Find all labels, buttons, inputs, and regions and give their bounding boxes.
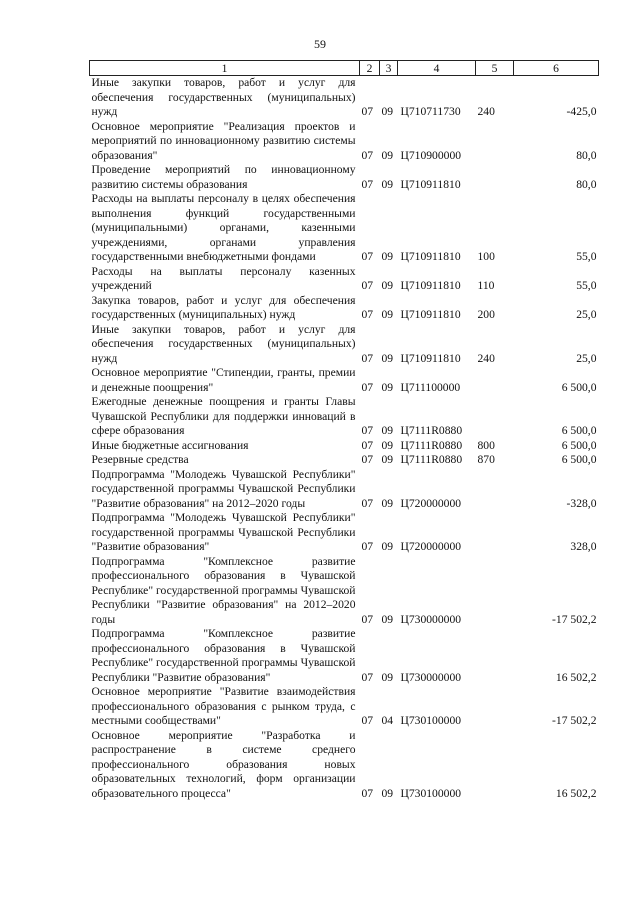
row-amount: 6 500,0 [561,380,597,394]
row-expense-type: 800 [477,438,495,452]
table-row [90,395,599,439]
row-description: Подпрограмма "Молодежь Чувашской Республики" государственной программы Чувашской Республики "Развитие образования" на 2012–2020 годы [91,467,356,510]
row-amount: 55,0 [576,250,597,263]
row-section: 07 [361,670,374,684]
row-description: Основное мероприятие "Реализация проектов и мероприятий по инновационному развитию системы образования" [91,119,356,162]
table-row [90,439,599,454]
row-section: 07 [361,453,374,466]
row-expense-type: 200 [477,308,495,321]
row-subsection: 09 [381,351,394,365]
row-amount: 328,0 [570,540,597,553]
row-subsection: 09 [381,380,394,394]
table-row [90,294,599,323]
row-subsection: 09 [381,496,394,510]
table-row [90,453,599,468]
row-description: Подпрограмма "Комплексное развитие профессионального образования в Чувашской Республике" государственной программы Чувашской Республики "Развитие образования" [91,627,356,684]
row-section: 07 [361,279,374,292]
header-col-5: 5 [476,61,514,76]
row-subsection: 09 [381,612,394,626]
row-expense-type: 100 [477,250,495,263]
row-amount: -17 502,2 [552,612,597,626]
row-target-article: Ц711100000 [400,380,461,394]
row-amount: 80,0 [576,177,597,191]
row-amount: 55,0 [576,279,597,292]
row-section: 07 [361,177,374,191]
row-target-article: Ц7111R0880 [400,424,463,437]
row-amount: 25,0 [576,308,597,321]
row-amount: 16 502,2 [555,670,597,684]
row-target-article: Ц710911810 [400,177,461,191]
row-description: Расходы на выплаты персоналу в целях обеспечения выполнения функций государственными (муниципальными) органами, казенными учреждениями, органами управления государственными внебюджетными фондами [91,192,356,263]
row-amount: -425,0 [566,105,597,118]
header-col-2: 2 [360,61,380,76]
row-target-article: Ц710711730 [400,105,461,118]
table-row [90,468,599,512]
row-target-article: Ц720000000 [400,496,462,510]
row-expense-type [476,468,514,512]
row-amount: 6 500,0 [561,438,597,452]
row-expense-type: 240 [477,351,495,365]
table-row [90,366,599,395]
row-target-article: Ц730100000 [400,786,462,800]
row-subsection: 09 [381,453,394,466]
table-row [90,685,599,729]
row-target-article: Ц720000000 [400,540,462,553]
row-subsection: 09 [381,424,394,437]
row-amount: 6 500,0 [561,424,597,437]
row-amount: 80,0 [576,148,597,162]
table-row [90,120,599,164]
header-row [90,61,599,76]
row-expense-type [476,555,514,628]
row-expense-type: 110 [477,279,495,292]
row-target-article: Ц730000000 [400,670,462,684]
header-col-4: 4 [398,61,476,76]
row-subsection: 09 [381,250,394,263]
header-col-1: 1 [90,61,360,76]
row-subsection: 09 [381,308,394,321]
table-header [90,61,599,76]
row-target-article: Ц710911810 [400,351,461,365]
row-expense-type [476,511,514,555]
row-section: 07 [361,496,374,510]
row-expense-type: 240 [477,105,495,118]
row-section: 07 [361,250,374,263]
row-description: Иные закупки товаров, работ и услуг для обеспечения государственных (муниципальных) нужд [91,322,356,365]
row-description: Основное мероприятие "Разработка и распространение в системе среднего профессионального образования новых образовательных технологий, форм организации образовательного процесса" [91,728,356,800]
row-subsection: 09 [381,540,394,553]
row-section: 07 [361,424,374,437]
row-amount: -328,0 [566,496,597,510]
row-description: Закупка товаров, работ и услуг для обеспечения государственных (муниципальных) нужд [91,293,356,321]
header-col-6: 6 [514,61,599,76]
table-row [90,265,599,294]
row-expense-type [476,366,514,395]
row-amount: 16 502,2 [555,786,597,800]
row-amount: -17 502,2 [552,714,597,727]
table-row [90,76,599,120]
row-target-article: Ц710911810 [400,308,461,321]
row-target-article: Ц7111R0880 [400,453,463,466]
row-target-article: Ц730100000 [400,714,462,727]
header-col-3: 3 [380,61,398,76]
row-description: Подпрограмма "Комплексное развитие профессионального образования в Чувашской Республике" государственной программы Чувашской Республики "Развитие образования" на 2012–2020 годы [91,554,356,626]
table-row [90,192,599,265]
table-row [90,163,599,192]
table-row [90,511,599,555]
row-expense-type [476,685,514,729]
row-description: Проведение мероприятий по инновационному развитию системы образования [91,163,356,191]
row-expense-type [476,120,514,164]
row-description: Иные бюджетные ассигнования [91,438,249,452]
row-expense-type [476,627,514,685]
row-description: Ежегодные денежные поощрения и гранты Главы Чувашской Республики для поддержки инноваций в сфере образования [91,395,356,437]
row-description: Основное мероприятие "Стипендии, гранты, премии и денежные поощрения" [91,366,356,394]
row-section: 07 [361,612,374,626]
row-amount: 6 500,0 [561,453,597,466]
row-expense-type [476,163,514,192]
table-row [90,729,599,802]
row-subsection: 09 [381,670,394,684]
row-section: 07 [361,714,374,727]
row-section: 07 [361,351,374,365]
row-expense-type: 870 [477,453,495,466]
row-subsection: 04 [381,714,394,727]
table-row [90,555,599,628]
budget-table [89,60,599,801]
row-subsection: 09 [381,438,394,452]
row-subsection: 09 [381,148,394,162]
row-description: Резервные средства [91,453,189,466]
row-expense-type [476,395,514,439]
row-target-article: Ц710911810 [400,250,461,263]
row-subsection: 09 [381,786,394,800]
row-subsection: 09 [381,279,394,292]
row-section: 07 [361,786,374,800]
table-body [90,76,599,802]
row-description: Иные закупки товаров, работ и услуг для обеспечения государственных (муниципальных) нужд [91,76,356,118]
row-section: 07 [361,148,374,162]
row-expense-type [476,729,514,802]
row-target-article: Ц710900000 [400,148,462,162]
row-section: 07 [361,380,374,394]
row-subsection: 09 [381,177,394,191]
row-target-article: Ц730000000 [400,612,462,626]
row-description: Расходы на выплаты персоналу казенных учреждений [91,264,356,292]
row-section: 07 [361,438,374,452]
row-target-article: Ц710911810 [400,279,461,292]
row-section: 07 [361,540,374,553]
row-subsection: 09 [381,105,394,118]
row-section: 07 [361,308,374,321]
row-target-article: Ц7111R0880 [400,438,463,452]
row-description: Подпрограмма "Молодежь Чувашской Республики" государственной программы Чувашской Республики "Развитие образования" [91,511,356,553]
row-description: Основное мероприятие "Развитие взаимодействия профессионального образования с рынком труда, с местными сообществами" [91,685,356,727]
row-amount: 25,0 [576,351,597,365]
page-number: 59 [314,37,326,51]
row-section: 07 [361,105,374,118]
table-row [90,323,599,367]
table-row [90,627,599,685]
